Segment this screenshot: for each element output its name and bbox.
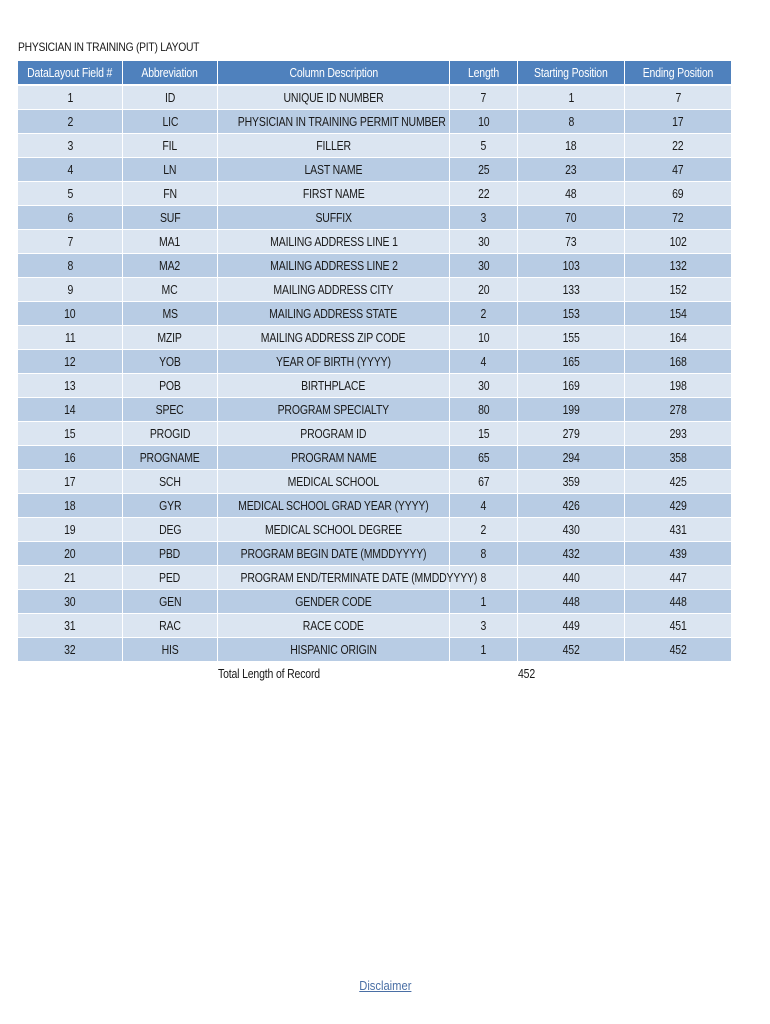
- cell-starting-position: 279: [518, 422, 625, 446]
- cell-abbreviation: POB: [123, 374, 218, 398]
- cell-abbreviation: PED: [123, 566, 218, 590]
- table-row: [18, 518, 731, 542]
- table-row: [18, 134, 731, 158]
- cell-column-description: MEDICAL SCHOOL GRAD YEAR (YYYY): [218, 494, 450, 518]
- cell-field-number: 11: [18, 326, 123, 350]
- cell-abbreviation: FIL: [123, 134, 218, 158]
- cell-ending-position: 198: [625, 374, 731, 398]
- cell-length: 1: [450, 590, 518, 614]
- document-title: PHYSICIAN IN TRAINING (PIT) LAYOUT: [18, 40, 200, 54]
- cell-starting-position: 165: [518, 350, 625, 374]
- cell-field-number: 4: [18, 158, 123, 182]
- cell-column-description: MEDICAL SCHOOL DEGREE: [218, 518, 450, 542]
- cell-column-description: RACE CODE: [218, 614, 450, 638]
- cell-field-number: 8: [18, 254, 123, 278]
- cell-starting-position: 23: [518, 158, 625, 182]
- cell-column-description: MAILING ADDRESS LINE 2: [218, 254, 450, 278]
- cell-length: 2: [450, 302, 518, 326]
- disclaimer-link[interactable]: Disclaimer: [358, 978, 412, 993]
- cell-ending-position: 22: [625, 134, 731, 158]
- cell-field-number: 21: [18, 566, 123, 590]
- cell-length: 5: [450, 134, 518, 158]
- cell-column-description: MAILING ADDRESS CITY: [218, 278, 450, 302]
- cell-starting-position: 48: [518, 182, 625, 206]
- table-row: [18, 494, 731, 518]
- cell-field-number: 16: [18, 446, 123, 470]
- cell-field-number: 5: [18, 182, 123, 206]
- cell-ending-position: 431: [625, 518, 731, 542]
- cell-field-number: 20: [18, 542, 123, 566]
- cell-abbreviation: PBD: [123, 542, 218, 566]
- cell-ending-position: 164: [625, 326, 731, 350]
- total-spacer: [18, 662, 123, 686]
- cell-abbreviation: PROGID: [123, 422, 218, 446]
- cell-length: 22: [450, 182, 518, 206]
- cell-column-description: MAILING ADDRESS STATE: [218, 302, 450, 326]
- cell-ending-position: 429: [625, 494, 731, 518]
- cell-column-description: SUFFIX: [218, 206, 450, 230]
- table-row: [18, 590, 731, 614]
- table-row: [18, 446, 731, 470]
- cell-length: 80: [450, 398, 518, 422]
- cell-ending-position: 358: [625, 446, 731, 470]
- cell-length: 3: [450, 614, 518, 638]
- cell-ending-position: 69: [625, 182, 731, 206]
- cell-field-number: 7: [18, 230, 123, 254]
- cell-column-description: YEAR OF BIRTH (YYYY): [218, 350, 450, 374]
- header-starting-position: Starting Position: [518, 61, 625, 86]
- cell-field-number: 2: [18, 110, 123, 134]
- cell-starting-position: 426: [518, 494, 625, 518]
- cell-starting-position: 169: [518, 374, 625, 398]
- cell-field-number: 13: [18, 374, 123, 398]
- cell-length: 3: [450, 206, 518, 230]
- table-header-row: [18, 61, 731, 86]
- cell-abbreviation: FN: [123, 182, 218, 206]
- total-spacer: [123, 662, 218, 686]
- cell-length: 25: [450, 158, 518, 182]
- cell-length: 4: [450, 350, 518, 374]
- cell-length: 8: [450, 566, 518, 590]
- table-row: [18, 86, 731, 110]
- cell-field-number: 10: [18, 302, 123, 326]
- cell-starting-position: 452: [518, 638, 625, 662]
- cell-abbreviation: MC: [123, 278, 218, 302]
- cell-ending-position: 152: [625, 278, 731, 302]
- cell-length: 30: [450, 254, 518, 278]
- cell-ending-position: 102: [625, 230, 731, 254]
- header-column-description: Column Description: [218, 61, 450, 86]
- cell-ending-position: 47: [625, 158, 731, 182]
- table-body: [18, 86, 731, 662]
- cell-abbreviation: RAC: [123, 614, 218, 638]
- cell-column-description: GENDER CODE: [218, 590, 450, 614]
- cell-ending-position: 452: [625, 638, 731, 662]
- cell-column-description: PROGRAM NAME: [218, 446, 450, 470]
- cell-ending-position: 278: [625, 398, 731, 422]
- cell-column-description: LAST NAME: [218, 158, 450, 182]
- table-row: [18, 326, 731, 350]
- cell-abbreviation: GEN: [123, 590, 218, 614]
- cell-length: 2: [450, 518, 518, 542]
- cell-length: 65: [450, 446, 518, 470]
- table-row: [18, 158, 731, 182]
- cell-ending-position: 447: [625, 566, 731, 590]
- cell-length: 10: [450, 326, 518, 350]
- cell-field-number: 32: [18, 638, 123, 662]
- cell-starting-position: 155: [518, 326, 625, 350]
- cell-abbreviation: PROGNAME: [123, 446, 218, 470]
- cell-field-number: 15: [18, 422, 123, 446]
- table-row: [18, 182, 731, 206]
- cell-starting-position: 430: [518, 518, 625, 542]
- total-label: Total Length of Record: [218, 667, 320, 681]
- cell-length: 10: [450, 110, 518, 134]
- disclaimer-container: [0, 978, 770, 993]
- table-row: [18, 638, 731, 662]
- cell-starting-position: 73: [518, 230, 625, 254]
- cell-abbreviation: ID: [123, 86, 218, 110]
- table-row: [18, 230, 731, 254]
- cell-ending-position: 154: [625, 302, 731, 326]
- total-value: 452: [518, 667, 536, 681]
- cell-column-description: PROGRAM BEGIN DATE (MMDDYYYY): [218, 542, 450, 566]
- cell-ending-position: 7: [625, 86, 731, 110]
- cell-ending-position: 425: [625, 470, 731, 494]
- cell-starting-position: 359: [518, 470, 625, 494]
- header-ending-position: Ending Position: [625, 61, 731, 86]
- cell-ending-position: 448: [625, 590, 731, 614]
- table-row: [18, 302, 731, 326]
- cell-field-number: 19: [18, 518, 123, 542]
- table-row: [18, 350, 731, 374]
- cell-starting-position: 133: [518, 278, 625, 302]
- cell-length: 7: [450, 86, 518, 110]
- cell-ending-position: 72: [625, 206, 731, 230]
- table-row: [18, 614, 731, 638]
- cell-length: 1: [450, 638, 518, 662]
- cell-field-number: 1: [18, 86, 123, 110]
- table-row: [18, 110, 731, 134]
- cell-column-description: FILLER: [218, 134, 450, 158]
- cell-field-number: 14: [18, 398, 123, 422]
- cell-column-description: MAILING ADDRESS LINE 1: [218, 230, 450, 254]
- table-row: [18, 566, 731, 590]
- header-length: Length: [450, 61, 518, 86]
- cell-abbreviation: SPEC: [123, 398, 218, 422]
- total-spacer: [625, 662, 731, 686]
- cell-length: 4: [450, 494, 518, 518]
- cell-ending-position: 451: [625, 614, 731, 638]
- table-row: [18, 374, 731, 398]
- header-field-number: DataLayout Field #: [18, 61, 123, 86]
- cell-abbreviation: DEG: [123, 518, 218, 542]
- cell-starting-position: 449: [518, 614, 625, 638]
- cell-abbreviation: LIC: [123, 110, 218, 134]
- cell-starting-position: 70: [518, 206, 625, 230]
- cell-ending-position: 168: [625, 350, 731, 374]
- table-row: [18, 206, 731, 230]
- cell-starting-position: 8: [518, 110, 625, 134]
- cell-ending-position: 17: [625, 110, 731, 134]
- cell-starting-position: 440: [518, 566, 625, 590]
- cell-column-description: UNIQUE ID NUMBER: [218, 86, 450, 110]
- cell-length: 30: [450, 230, 518, 254]
- cell-column-description: MEDICAL SCHOOL: [218, 470, 450, 494]
- cell-ending-position: 293: [625, 422, 731, 446]
- cell-abbreviation: MZIP: [123, 326, 218, 350]
- cell-length: 20: [450, 278, 518, 302]
- cell-column-description: PHYSICIAN IN TRAINING PERMIT NUMBER: [218, 110, 450, 134]
- cell-field-number: 3: [18, 134, 123, 158]
- cell-starting-position: 199: [518, 398, 625, 422]
- cell-abbreviation: MA2: [123, 254, 218, 278]
- table-row: [18, 470, 731, 494]
- cell-starting-position: 1: [518, 86, 625, 110]
- cell-column-description: BIRTHPLACE: [218, 374, 450, 398]
- cell-column-description: HISPANIC ORIGIN: [218, 638, 450, 662]
- table-row: [18, 278, 731, 302]
- cell-length: 15: [450, 422, 518, 446]
- cell-abbreviation: GYR: [123, 494, 218, 518]
- cell-starting-position: 432: [518, 542, 625, 566]
- cell-abbreviation: SCH: [123, 470, 218, 494]
- cell-abbreviation: MS: [123, 302, 218, 326]
- cell-starting-position: 103: [518, 254, 625, 278]
- cell-starting-position: 18: [518, 134, 625, 158]
- table-row: [18, 422, 731, 446]
- table-row: [18, 398, 731, 422]
- table-row: [18, 542, 731, 566]
- cell-field-number: 9: [18, 278, 123, 302]
- cell-field-number: 31: [18, 614, 123, 638]
- cell-field-number: 6: [18, 206, 123, 230]
- cell-column-description: PROGRAM ID: [218, 422, 450, 446]
- cell-column-description: FIRST NAME: [218, 182, 450, 206]
- cell-length: 30: [450, 374, 518, 398]
- cell-ending-position: 132: [625, 254, 731, 278]
- cell-abbreviation: HIS: [123, 638, 218, 662]
- cell-column-description: PROGRAM SPECIALTY: [218, 398, 450, 422]
- table-row: [18, 254, 731, 278]
- cell-starting-position: 448: [518, 590, 625, 614]
- cell-field-number: 17: [18, 470, 123, 494]
- cell-column-description: MAILING ADDRESS ZIP CODE: [218, 326, 450, 350]
- cell-abbreviation: YOB: [123, 350, 218, 374]
- cell-starting-position: 153: [518, 302, 625, 326]
- cell-field-number: 12: [18, 350, 123, 374]
- cell-abbreviation: MA1: [123, 230, 218, 254]
- cell-length: 8: [450, 542, 518, 566]
- cell-field-number: 30: [18, 590, 123, 614]
- cell-ending-position: 439: [625, 542, 731, 566]
- cell-abbreviation: SUF: [123, 206, 218, 230]
- cell-length: 67: [450, 470, 518, 494]
- layout-table: [18, 61, 731, 686]
- header-abbreviation: Abbreviation: [123, 61, 218, 86]
- total-spacer: [450, 662, 518, 686]
- total-row: [18, 662, 731, 686]
- cell-column-description: PROGRAM END/TERMINATE DATE (MMDDYYYY): [218, 566, 450, 590]
- cell-field-number: 18: [18, 494, 123, 518]
- cell-abbreviation: LN: [123, 158, 218, 182]
- cell-starting-position: 294: [518, 446, 625, 470]
